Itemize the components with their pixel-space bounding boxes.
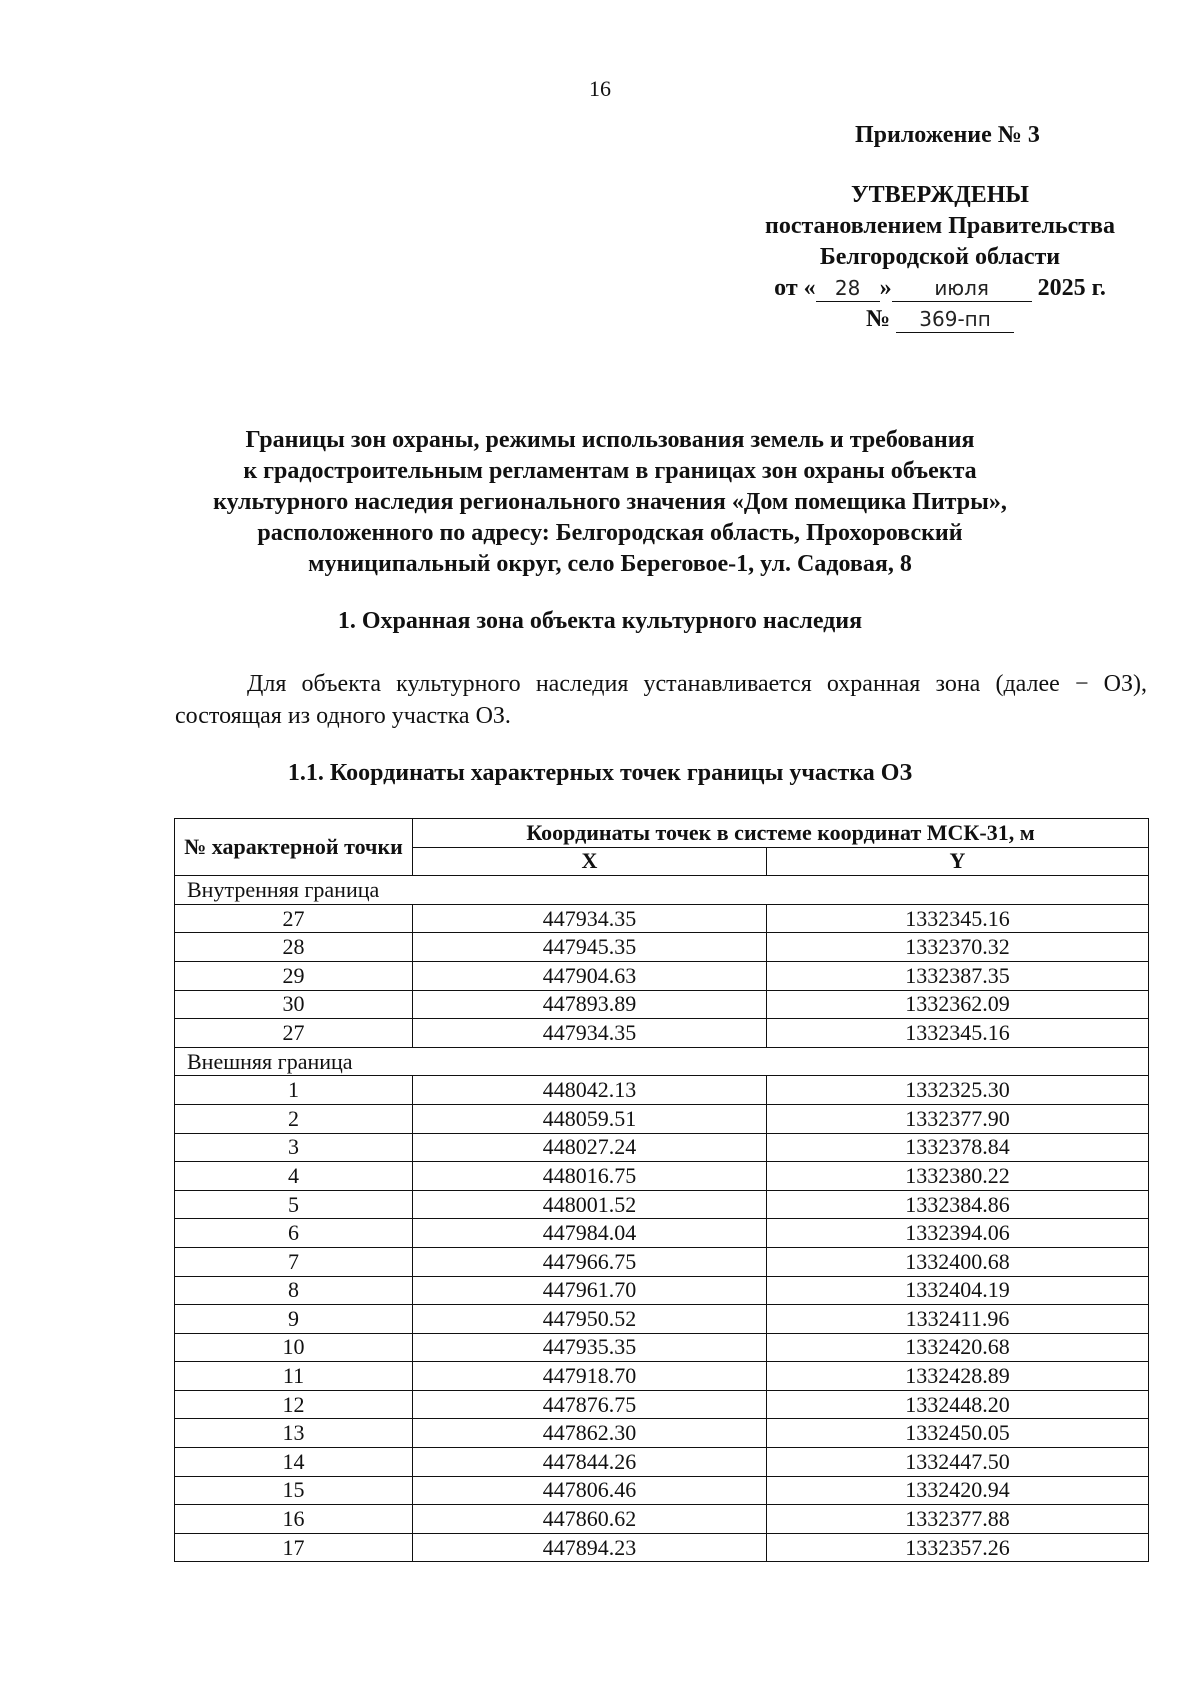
y-coordinate-cell: 1332447.50	[767, 1448, 1149, 1477]
table-row	[175, 1076, 1149, 1105]
subsection-title: 1.1. Координаты характерных точек границы участка ОЗ	[287, 760, 913, 786]
table-row	[175, 1162, 1149, 1191]
point-number-cell: 13	[175, 1419, 413, 1448]
date-day: 28	[816, 275, 880, 302]
point-number-cell: 4	[175, 1162, 413, 1191]
x-coordinate-cell: 447945.35	[413, 933, 767, 962]
appendix-label: Приложение № 3	[855, 122, 1040, 148]
point-number-cell: 17	[175, 1533, 413, 1562]
x-coordinate-cell: 447876.75	[413, 1390, 767, 1419]
point-number-cell: 5	[175, 1190, 413, 1219]
header-coordinates: Координаты точек в системе координат МСК-31, м	[413, 819, 1149, 848]
x-coordinate-cell: 447984.04	[413, 1219, 767, 1248]
y-coordinate-cell: 1332404.19	[767, 1276, 1149, 1305]
title-line: Границы зон охраны, режимы использования земель и требования	[245, 427, 975, 453]
table-body	[175, 876, 1149, 1562]
header-x: X	[413, 847, 767, 876]
y-coordinate-cell: 1332377.88	[767, 1505, 1149, 1534]
y-coordinate-cell: 1332345.16	[767, 1019, 1149, 1048]
title-line: к градостроительным регламентам в границах зон охраны объекта	[243, 458, 977, 484]
y-coordinate-cell: 1332428.89	[767, 1362, 1149, 1391]
y-coordinate-cell: 1332394.06	[767, 1219, 1149, 1248]
point-number-cell: 14	[175, 1448, 413, 1477]
point-number-cell: 16	[175, 1505, 413, 1534]
coordinates-table	[174, 818, 1149, 1562]
point-number-cell: 30	[175, 990, 413, 1019]
approval-line-1: постановлением Правительства	[764, 213, 1115, 239]
x-coordinate-cell: 447862.30	[413, 1419, 767, 1448]
x-coordinate-cell: 447893.89	[413, 990, 767, 1019]
x-coordinate-cell: 448016.75	[413, 1162, 767, 1191]
group-label: Внутренняя граница	[175, 876, 1149, 905]
x-coordinate-cell: 447961.70	[413, 1276, 767, 1305]
table-row	[175, 1104, 1149, 1133]
y-coordinate-cell: 1332420.68	[767, 1333, 1149, 1362]
table-row	[175, 1219, 1149, 1248]
table-row	[175, 1305, 1149, 1334]
date-prefix: от «	[774, 275, 816, 301]
body-paragraph: Для объекта культурного наследия устанавливается охранная зона (далее − ОЗ), состоящая из одного участка ОЗ.	[175, 671, 1147, 729]
group-label: Внешняя граница	[175, 1047, 1149, 1076]
section-title: 1. Охранная зона объекта культурного наследия	[337, 608, 863, 634]
point-number-cell: 9	[175, 1305, 413, 1334]
x-coordinate-cell: 447806.46	[413, 1476, 767, 1505]
point-number-cell: 15	[175, 1476, 413, 1505]
table-row	[175, 904, 1149, 933]
point-number-cell: 6	[175, 1219, 413, 1248]
point-number-cell: 10	[175, 1333, 413, 1362]
point-number-cell: 2	[175, 1104, 413, 1133]
point-number-cell: 27	[175, 904, 413, 933]
table-row	[175, 1362, 1149, 1391]
x-coordinate-cell: 448001.52	[413, 1190, 767, 1219]
approval-block	[760, 180, 1120, 335]
table-row	[175, 1333, 1149, 1362]
point-number-cell: 12	[175, 1390, 413, 1419]
approval-approved: УТВЕРЖДЕНЫ	[851, 182, 1029, 208]
x-coordinate-cell: 447935.35	[413, 1333, 767, 1362]
table-row	[175, 1419, 1149, 1448]
table-row	[175, 1247, 1149, 1276]
table-row	[175, 1133, 1149, 1162]
y-coordinate-cell: 1332378.84	[767, 1133, 1149, 1162]
table-row	[175, 1505, 1149, 1534]
y-coordinate-cell: 1332325.30	[767, 1076, 1149, 1105]
point-number-cell: 3	[175, 1133, 413, 1162]
y-coordinate-cell: 1332420.94	[767, 1476, 1149, 1505]
y-coordinate-cell: 1332450.05	[767, 1419, 1149, 1448]
point-number-cell: 7	[175, 1247, 413, 1276]
table-group-row	[175, 876, 1149, 905]
title-line: расположенного по адресу: Белгородская область, Прохоровский	[257, 520, 963, 546]
x-coordinate-cell: 447904.63	[413, 961, 767, 990]
table-group-row	[175, 1047, 1149, 1076]
approval-number	[760, 304, 1120, 335]
x-coordinate-cell: 447966.75	[413, 1247, 767, 1276]
header-point-number: № характерной точки	[175, 819, 413, 876]
y-coordinate-cell: 1332400.68	[767, 1247, 1149, 1276]
date-mid: »	[879, 275, 892, 301]
x-coordinate-cell: 448027.24	[413, 1133, 767, 1162]
number-value: 369-пп	[896, 306, 1014, 333]
y-coordinate-cell: 1332377.90	[767, 1104, 1149, 1133]
x-coordinate-cell: 447934.35	[413, 904, 767, 933]
table-row	[175, 933, 1149, 962]
table-row	[175, 1390, 1149, 1419]
document-title	[170, 425, 1050, 580]
header-y: Y	[767, 847, 1149, 876]
y-coordinate-cell: 1332384.86	[767, 1190, 1149, 1219]
table-row	[175, 1019, 1149, 1048]
page-number: 16	[589, 76, 611, 101]
table-row	[175, 1476, 1149, 1505]
x-coordinate-cell: 447844.26	[413, 1448, 767, 1477]
table-row	[175, 1448, 1149, 1477]
table-row	[175, 1190, 1149, 1219]
point-number-cell: 28	[175, 933, 413, 962]
title-line: культурного наследия регионального значения «Дом помещика Питры»,	[213, 489, 1007, 515]
approval-line-2: Белгородской области	[819, 244, 1061, 270]
table-row	[175, 990, 1149, 1019]
table-row	[175, 1276, 1149, 1305]
x-coordinate-cell: 447934.35	[413, 1019, 767, 1048]
x-coordinate-cell: 447894.23	[413, 1533, 767, 1562]
approval-date	[760, 273, 1120, 304]
y-coordinate-cell: 1332362.09	[767, 990, 1149, 1019]
y-coordinate-cell: 1332411.96	[767, 1305, 1149, 1334]
point-number-cell: 27	[175, 1019, 413, 1048]
table-row	[175, 1533, 1149, 1562]
table-header-row	[175, 819, 1149, 848]
y-coordinate-cell: 1332370.32	[767, 933, 1149, 962]
y-coordinate-cell: 1332380.22	[767, 1162, 1149, 1191]
point-number-cell: 29	[175, 961, 413, 990]
point-number-cell: 8	[175, 1276, 413, 1305]
title-line: муниципальный округ, село Береговое-1, ул. Садовая, 8	[308, 551, 912, 577]
table-row	[175, 961, 1149, 990]
point-number-cell: 11	[175, 1362, 413, 1391]
y-coordinate-cell: 1332357.26	[767, 1533, 1149, 1562]
date-month: июля	[892, 275, 1032, 302]
number-prefix: №	[865, 306, 891, 332]
x-coordinate-cell: 448059.51	[413, 1104, 767, 1133]
x-coordinate-cell: 447918.70	[413, 1362, 767, 1391]
y-coordinate-cell: 1332448.20	[767, 1390, 1149, 1419]
x-coordinate-cell: 447950.52	[413, 1305, 767, 1334]
y-coordinate-cell: 1332387.35	[767, 961, 1149, 990]
x-coordinate-cell: 447860.62	[413, 1505, 767, 1534]
y-coordinate-cell: 1332345.16	[767, 904, 1149, 933]
date-year: 2025 г.	[1037, 275, 1106, 301]
x-coordinate-cell: 448042.13	[413, 1076, 767, 1105]
point-number-cell: 1	[175, 1076, 413, 1105]
